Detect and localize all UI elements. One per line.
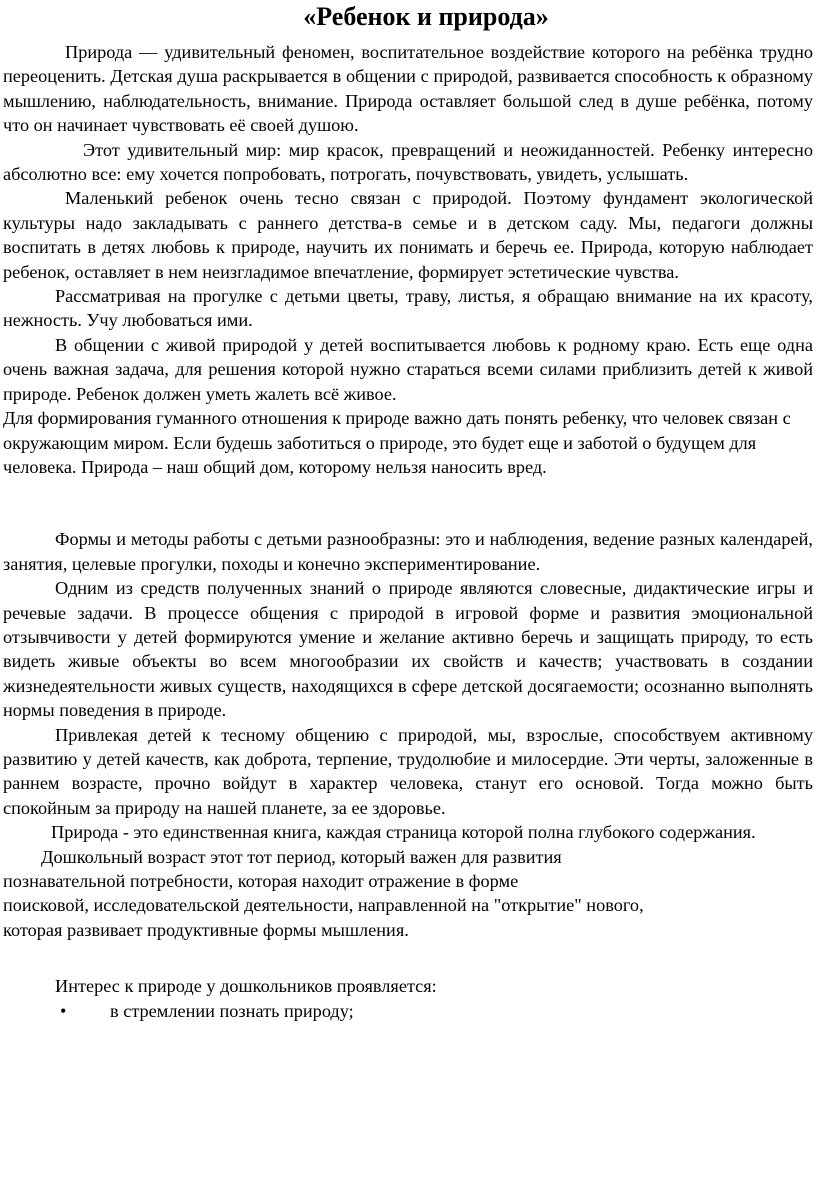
document-body: [3, 40, 813, 1023]
paragraph-preschool-line-3: поисковой, исследовательской деятельности, направленной на "открытие" нового,: [3, 895, 644, 916]
paragraph-games: Одним из средств полученных знаний о природе являются словесные, дидактические игры и речевые задачи. В процессе общения с природой в игровой форме и развития эмоциональной отзывчивости у детей формируются умение и желание активно беречь и защищать природу, то есть видеть живые объекты во всем многообразии их свойств и качеств; участвовать в создании жизнедеятельности живых существ, находящихся в сфере детской досягаемости; осознанно выполнять нормы поведения в природе.: [3, 578, 813, 721]
list-item: [3, 999, 813, 1023]
paragraph-preschool-line-2: познавательной потребности, которая находит отражение в форме: [3, 871, 519, 891]
paragraph-book: Природа - это единственная книга, каждая страница которой полна глубокого содержания.: [51, 822, 756, 843]
paragraph-gap: [3, 942, 813, 974]
paragraph-love-land: В общении с живой природой у детей воспитывается любовь к родному краю. Есть еще одна очень важная задача, для решения которой нужно стараться всеми силами приблизить детей к живой природе. Ребенок должен уметь жалеть всё живое.: [3, 334, 813, 404]
paragraph-interest: Интерес к природе у дошкольников проявляется:: [55, 976, 437, 997]
interest-list: [3, 999, 813, 1023]
document-title: «Ребенок и природа»: [303, 2, 549, 31]
paragraph-gap: [3, 479, 813, 527]
bullet-icon: •: [60, 1000, 67, 1021]
paragraph-intro: Природа — удивительный феномен, воспитательное воздействие которого на ребёнка трудно переоценить. Детская душа раскрывается в общении с природой, развивается способность к образному мышлению, наблюдательность, внимание. Природа оставляет большой след в душе ребёнка, потому что он начинает чувствовать её своей душою.: [3, 42, 813, 136]
paragraph-preschool-line-4: которая развивает продуктивные формы мышления.: [3, 919, 409, 940]
paragraph-child-nature: Маленький ребенок очень тесно связан с природой. Поэтому фундамент экологической культуры надо закладывать с раннего детства-в семье и в детском саду. Мы, педагоги должны воспитать в детях любовь к природе, научить их понимать и беречь ее. Природа, которую наблюдает ребенок, оставляет в нем неизгладимое впечатление, формирует эстетические чувства.: [3, 188, 813, 282]
paragraph-preschool-line-1: Дошкольный возраст этот тот период, который важен для развития: [41, 846, 562, 867]
paragraph-humane: Для формирования гуманного отношения к природе важно дать понять ребенку, что человек связан с окружающим миром. Если будешь заботиться о природе, это будет еще и заботой о будущем для человека. Природа – наш общий дом, которому нельзя наносить вред.: [3, 408, 791, 477]
paragraph-world: Этот удивительный мир: мир красок, превращений и неожиданностей. Ребенку интересно абсолютно все: ему хочется попробовать, потрогать, почувствовать, увидеть, услышать.: [3, 139, 813, 185]
list-item-text: в стремлении познать природу;: [110, 1000, 354, 1021]
paragraph-methods: Формы и методы работы с детьми разнообразны: это и наблюдения, ведение разных календарей, занятия, целевые прогулки, походы и конечно экспериментирование.: [3, 529, 813, 574]
paragraph-walk: Рассматривая на прогулке с детьми цветы, траву, листья, я обращаю внимание на их красоту, нежность. Учу любоваться ими.: [3, 286, 813, 331]
paragraph-qualities: Привлекая детей к тесному общению с природой, мы, взрослые, способствуем активному развитию у детей качеств, как доброта, терпение, трудолюбие и милосердие. Эти черты, заложенные в раннем возрасте, прочно войдут в характер человека, станут его основой. Тогда можно быть спокойным за природу на нашей планете, за ее здоровье.: [3, 724, 813, 818]
